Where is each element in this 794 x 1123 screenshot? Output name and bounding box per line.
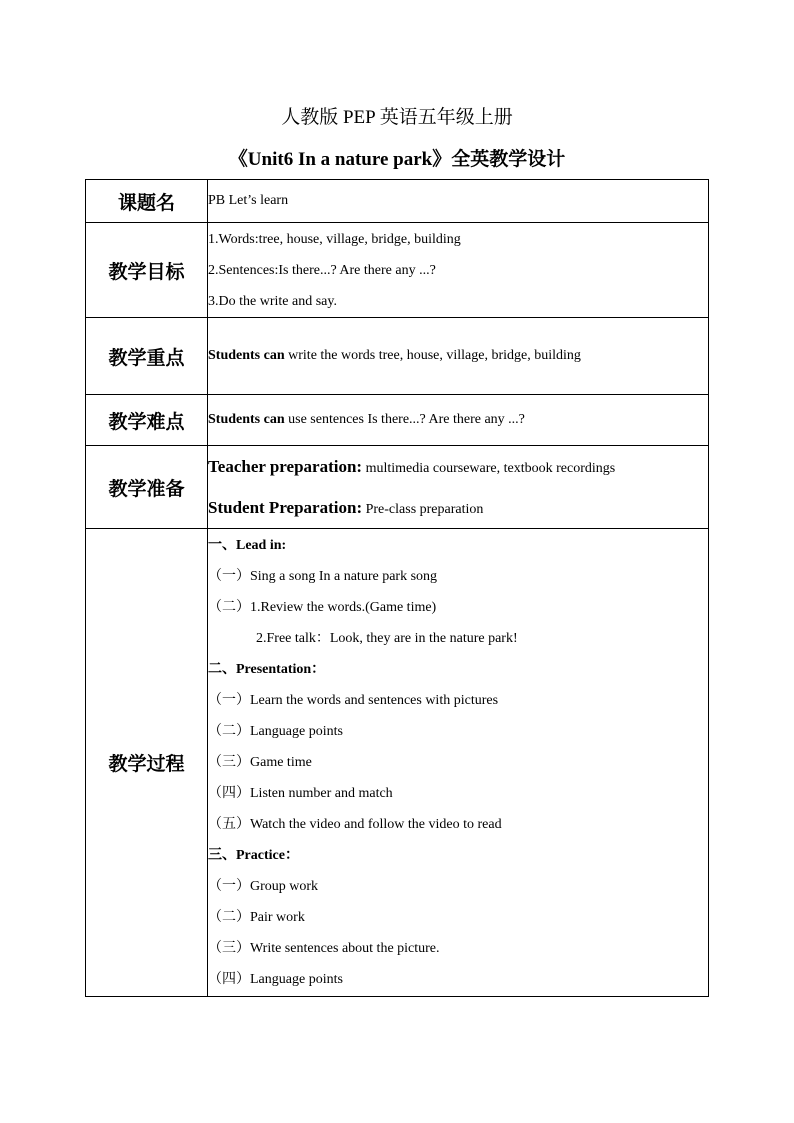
process-step: （三）Game time xyxy=(208,755,312,770)
row-label-objectives: 教学目标 xyxy=(86,223,208,318)
process-section-heading: 二、Presentation： xyxy=(208,662,326,677)
difficulties-lead: Students can xyxy=(208,412,285,427)
key-points-text: write the words tree, house, village, bridge, building xyxy=(284,348,581,363)
process-step: （二）Language points xyxy=(208,724,343,739)
objective-line: 2.Sentences:Is there...? Are there any ...? xyxy=(208,262,436,278)
row-label-difficulties: 教学难点 xyxy=(86,395,208,446)
topic-content: PB Let’s learn xyxy=(208,180,709,223)
document-title: 人教版 PEP 英语五年级上册 xyxy=(281,107,513,128)
process-step: （一）Learn the words and sentences with pictures xyxy=(208,693,499,708)
objectives-content xyxy=(208,223,709,318)
lesson-plan-table xyxy=(85,179,709,997)
objective-line: 1.Words:tree, house, village, bridge, building xyxy=(208,231,461,247)
process-step: （四）Listen number and match xyxy=(208,786,393,801)
process-step: （四）Language points xyxy=(208,972,343,987)
process-step: （一）Group work xyxy=(208,879,319,894)
process-step: （一）Sing a song In a nature park song xyxy=(208,569,438,584)
student-preparation-label: Student Preparation: xyxy=(208,498,363,517)
key-points-lead: Students can xyxy=(208,348,285,363)
table-row-key-points xyxy=(86,318,709,395)
teacher-preparation-label: Teacher preparation: xyxy=(208,457,363,476)
student-preparation xyxy=(208,487,708,528)
objective-line: 3.Do the write and say. xyxy=(208,293,337,309)
key-points-content xyxy=(208,318,709,395)
table-row-difficulties xyxy=(86,395,709,446)
teacher-preparation xyxy=(208,446,708,487)
row-label-process: 教学过程 xyxy=(86,529,208,997)
document-subtitle: 《Unit6 In a nature park》全英教学设计 xyxy=(228,149,566,170)
preparation-content xyxy=(208,446,709,529)
row-label-preparation: 教学准备 xyxy=(86,446,208,529)
process-section-heading: 一、Lead in: xyxy=(208,538,287,553)
table-row-topic xyxy=(86,180,709,223)
table-row-preparation xyxy=(86,446,709,529)
table-row-objectives xyxy=(86,223,709,318)
process-step: （三）Write sentences about the picture. xyxy=(208,941,440,956)
process-section-heading: 三、Practice： xyxy=(208,848,299,863)
process-content xyxy=(208,529,709,997)
teacher-preparation-text: multimedia courseware, textbook recordings xyxy=(362,461,616,476)
process-step: （二）Pair work xyxy=(208,910,305,925)
table-row-process xyxy=(86,529,709,997)
row-label-topic: 课题名 xyxy=(86,180,208,223)
difficulties-text: use sentences Is there...? Are there any ...? xyxy=(284,412,525,427)
process-step: （二）1.Review the words.(Game time) xyxy=(208,600,437,615)
process-step: 2.Free talk：Look, they are in the nature park! xyxy=(256,631,518,646)
difficulties-content xyxy=(208,395,709,446)
student-preparation-text: Pre-class preparation xyxy=(362,502,484,517)
row-label-key-points: 教学重点 xyxy=(86,318,208,395)
process-step: （五）Watch the video and follow the video to read xyxy=(208,817,502,832)
